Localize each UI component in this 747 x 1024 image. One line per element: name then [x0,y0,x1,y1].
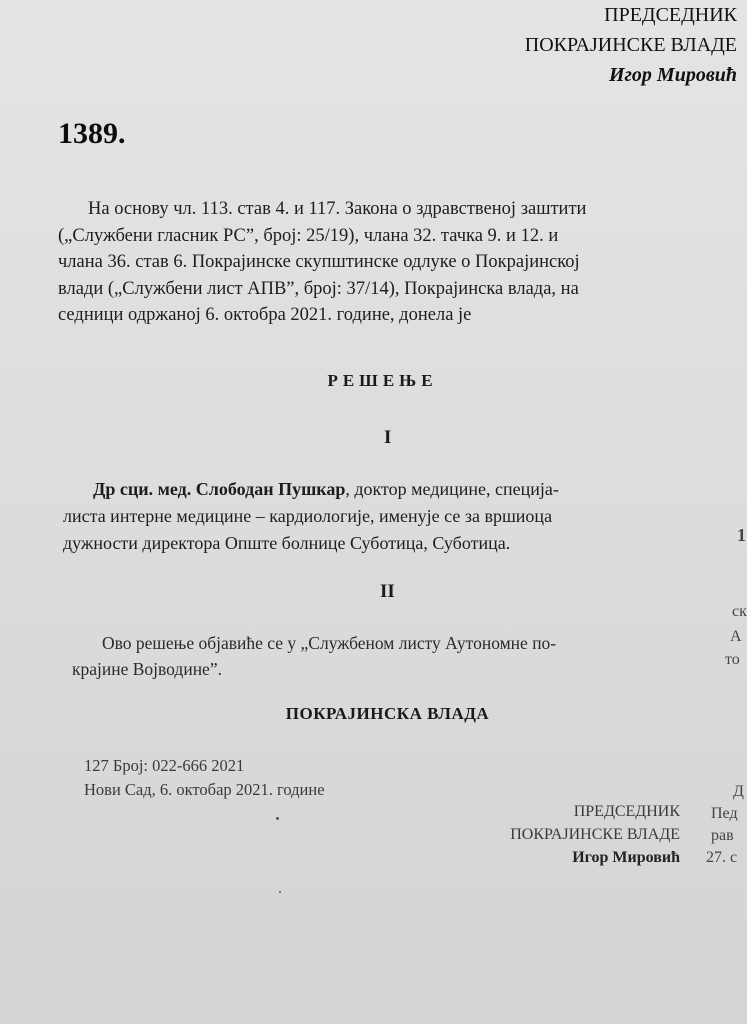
section-1-line: , доктор медицине, специја- [345,479,559,499]
decision-number: 1389. [58,117,126,150]
appointee-name: Др сци. мед. Слободан Пушкар [93,479,346,499]
section-2-numeral: II [380,581,395,602]
bottom-signature-title-1: ПРЕДСЕДНИК [573,803,680,820]
right-edge-fragment: рав [711,827,734,844]
right-edge-fragment: Д [733,783,744,800]
top-signature-title-1: ПРЕДСЕДНИК [604,4,737,26]
section-2-line: крајине Војводине”. [72,659,222,679]
preamble [58,196,586,329]
right-edge-fragment: Пед [711,805,738,822]
decision-title: РЕШЕЊЕ [327,371,438,390]
right-edge-fragment: 27. с [706,849,738,866]
print-speck [279,891,281,893]
document-reference-number: 127 Број: 022-666 2021 [84,756,245,775]
section-1-text [63,476,559,557]
top-signature-name: Игор Мировић [608,64,737,86]
preamble-line: влади („Службени лист АПВ”, број: 37/14), Покрајинска влада, на [58,278,579,299]
bottom-signature-title-2: ПОКРАЈИНСКЕ ВЛАДЕ [510,826,680,843]
section-2-line: Ово решење објавиће се у „Службеном листу Аутономне по- [102,633,557,653]
bottom-signature-name: Игор Мировић [572,849,680,866]
section-1-line: дужности директора Опште болнице Суботица, Суботица. [63,533,511,553]
preamble-line: На основу чл. 113. став 4. и 117. Закона о здравственој заштити [88,199,587,219]
bottom-signature-block [460,800,680,869]
preamble-line: члана 36. став 6. Покрајинске скупштинске одлуке о Покрајинској [58,252,580,272]
section-2-text [72,630,556,682]
top-signature-title-2: ПОКРАЈИНСКЕ ВЛАДЕ [524,34,737,56]
print-speck [276,817,279,820]
issuer: ПОКРАЈИНСКА ВЛАДА [285,704,490,723]
section-1-numeral: I [384,427,392,448]
document-meta [84,754,325,802]
right-edge-fragment: ск [732,603,747,620]
right-edge-fragment: то [725,651,740,668]
preamble-line: седници одржаној 6. октобра 2021. године, донела је [58,305,472,325]
section-1-line: листа интерне медицине – кардиологије, именује се за вршиоца [63,506,553,526]
place-and-date: Нови Сад, 6. октобар 2021. године [84,780,325,799]
right-edge-fragment: А [730,628,742,645]
preamble-line: („Службени гласник РС”, број: 25/19), члана 32. тачка 9. и 12. и [58,225,559,246]
right-edge-fragment: 1 [737,525,746,545]
top-signature-block [525,0,737,90]
